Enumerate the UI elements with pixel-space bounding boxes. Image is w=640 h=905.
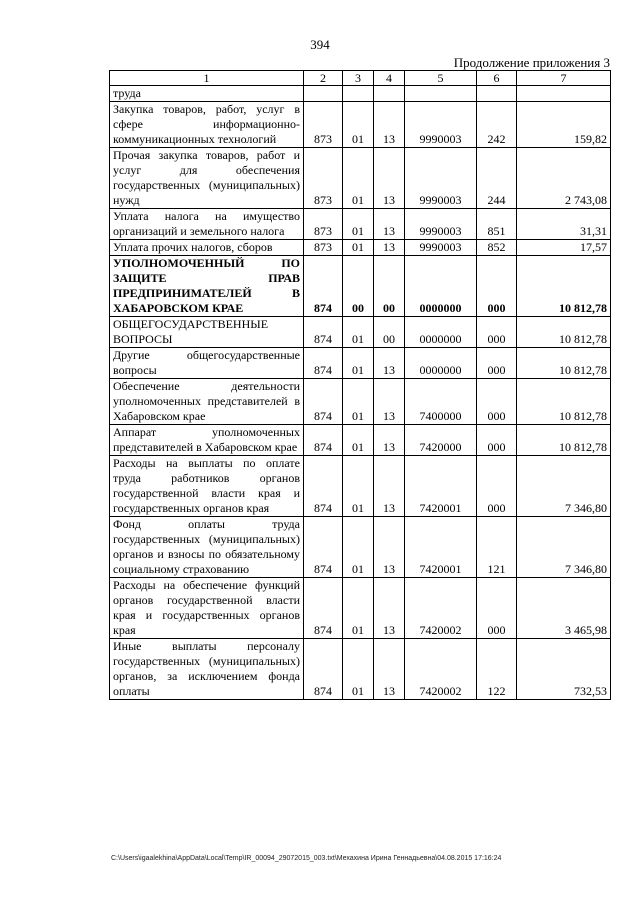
row-cell-c3: 01	[343, 517, 374, 578]
row-name-cell: труда	[110, 86, 304, 102]
row-cell-c7	[517, 86, 611, 102]
row-name-cell: Обеспечение деятельности уполномоченных представителей в Хабаровском крае	[110, 379, 304, 425]
table-body	[110, 86, 611, 700]
table-row	[110, 102, 611, 148]
row-cell-c2: 874	[304, 256, 343, 317]
row-cell-c3	[343, 86, 374, 102]
row-cell-c3: 00	[343, 256, 374, 317]
row-name-cell: УПОЛНОМОЧЕННЫЙ ПО ЗАЩИТЕ ПРАВ ПРЕДПРИНИМАТЕЛЕЙ В ХАБАРОВСКОМ КРАЕ	[110, 256, 304, 317]
row-cell-c3: 01	[343, 425, 374, 456]
row-cell-c4: 13	[374, 102, 405, 148]
row-cell-c6: 000	[477, 425, 517, 456]
row-cell-c4: 00	[374, 317, 405, 348]
row-cell-c4: 13	[374, 148, 405, 209]
row-cell-c7: 3 465,98	[517, 578, 611, 639]
row-cell-c6: 242	[477, 102, 517, 148]
row-cell-c4: 13	[374, 517, 405, 578]
row-cell-c3: 01	[343, 148, 374, 209]
row-cell-c4: 13	[374, 348, 405, 379]
table-row	[110, 256, 611, 317]
row-cell-c2: 874	[304, 578, 343, 639]
column-header-6: 6	[477, 71, 517, 86]
row-name-cell: Уплата налога на имущество организаций и земельного налога	[110, 209, 304, 240]
row-cell-c4: 13	[374, 639, 405, 700]
row-cell-c6: 000	[477, 317, 517, 348]
row-cell-c4	[374, 86, 405, 102]
row-cell-c6: 000	[477, 256, 517, 317]
column-header-4: 4	[374, 71, 405, 86]
row-cell-c5: 0000000	[405, 256, 477, 317]
row-cell-c5: 7420001	[405, 517, 477, 578]
row-cell-c7: 7 346,80	[517, 517, 611, 578]
row-cell-c6: 000	[477, 379, 517, 425]
row-cell-c6: 000	[477, 456, 517, 517]
row-cell-c6: 244	[477, 148, 517, 209]
row-cell-c5: 9990003	[405, 148, 477, 209]
row-cell-c3: 01	[343, 102, 374, 148]
row-cell-c7: 10 812,78	[517, 317, 611, 348]
row-cell-c2: 873	[304, 148, 343, 209]
row-cell-c7: 31,31	[517, 209, 611, 240]
row-cell-c3: 01	[343, 456, 374, 517]
table-row	[110, 348, 611, 379]
row-cell-c5: 7420002	[405, 578, 477, 639]
table-row	[110, 456, 611, 517]
table-row	[110, 317, 611, 348]
column-header-7: 7	[517, 71, 611, 86]
budget-table	[109, 70, 611, 700]
row-cell-c5: 9990003	[405, 102, 477, 148]
row-cell-c2: 874	[304, 456, 343, 517]
row-cell-c6: 852	[477, 240, 517, 256]
row-cell-c7: 10 812,78	[517, 256, 611, 317]
row-name-cell: Другие общегосударственные вопросы	[110, 348, 304, 379]
row-cell-c2: 874	[304, 639, 343, 700]
row-cell-c4: 13	[374, 456, 405, 517]
row-name-cell: Фонд оплаты труда государственных (муниципальных) органов и взносы по обязательному социальному страхованию	[110, 517, 304, 578]
row-name-cell: Аппарат уполномоченных представителей в Хабаровском крае	[110, 425, 304, 456]
column-header-1: 1	[110, 71, 304, 86]
row-cell-c6	[477, 86, 517, 102]
row-cell-c3: 01	[343, 348, 374, 379]
row-cell-c5: 0000000	[405, 348, 477, 379]
row-cell-c5: 7400000	[405, 379, 477, 425]
row-cell-c6: 121	[477, 517, 517, 578]
row-name-cell: Иные выплаты персоналу государственных (муниципальных) органов, за исключением фонда оплаты	[110, 639, 304, 700]
row-cell-c3: 01	[343, 209, 374, 240]
row-cell-c6: 000	[477, 348, 517, 379]
row-cell-c7: 17,57	[517, 240, 611, 256]
table-row	[110, 639, 611, 700]
row-cell-c3: 01	[343, 379, 374, 425]
row-cell-c4: 00	[374, 256, 405, 317]
row-cell-c4: 13	[374, 425, 405, 456]
column-header-5: 5	[405, 71, 477, 86]
row-cell-c2: 873	[304, 209, 343, 240]
row-cell-c5: 0000000	[405, 317, 477, 348]
row-cell-c3: 01	[343, 240, 374, 256]
row-cell-c2: 874	[304, 425, 343, 456]
row-cell-c7: 2 743,08	[517, 148, 611, 209]
column-header-3: 3	[343, 71, 374, 86]
row-cell-c7: 159,82	[517, 102, 611, 148]
table-row	[110, 240, 611, 256]
row-name-cell: Уплата прочих налогов, сборов	[110, 240, 304, 256]
row-cell-c2: 874	[304, 517, 343, 578]
row-cell-c3: 01	[343, 317, 374, 348]
table-row	[110, 379, 611, 425]
row-name-cell: Прочая закупка товаров, работ и услуг для обеспечения государственных (муниципальных) нужд	[110, 148, 304, 209]
table-row	[110, 209, 611, 240]
row-cell-c4: 13	[374, 209, 405, 240]
row-cell-c2	[304, 86, 343, 102]
row-cell-c4: 13	[374, 578, 405, 639]
row-cell-c7: 10 812,78	[517, 425, 611, 456]
table-row	[110, 578, 611, 639]
row-cell-c5: 9990003	[405, 209, 477, 240]
row-cell-c2: 874	[304, 348, 343, 379]
row-cell-c7: 732,53	[517, 639, 611, 700]
header-row	[110, 71, 611, 86]
row-name-cell: ОБЩЕГОСУДАРСТВЕННЫЕ ВОПРОСЫ	[110, 317, 304, 348]
row-cell-c6: 000	[477, 578, 517, 639]
row-cell-c2: 873	[304, 240, 343, 256]
row-cell-c5: 9990003	[405, 240, 477, 256]
table-row	[110, 425, 611, 456]
row-cell-c5: 7420000	[405, 425, 477, 456]
row-cell-c7: 10 812,78	[517, 348, 611, 379]
table-row	[110, 86, 611, 102]
row-cell-c3: 01	[343, 639, 374, 700]
row-cell-c6: 851	[477, 209, 517, 240]
column-header-2: 2	[304, 71, 343, 86]
continuation-label: Продолжение приложения 3	[453, 55, 610, 70]
row-cell-c6: 122	[477, 639, 517, 700]
row-cell-c5: 7420002	[405, 639, 477, 700]
row-cell-c2: 874	[304, 317, 343, 348]
row-cell-c5	[405, 86, 477, 102]
row-cell-c3: 01	[343, 578, 374, 639]
row-name-cell: Закупка товаров, работ, услуг в сфере информационно-коммуникационных технологий	[110, 102, 304, 148]
row-cell-c2: 874	[304, 379, 343, 425]
table-row	[110, 148, 611, 209]
row-cell-c7: 7 346,80	[517, 456, 611, 517]
file-path-footer: C:\Users\igaalekhina\AppData\Local\Temp\IR_00094_29072015_003.txt\Мехахина Ирина Геннадьевна\04.08.2015 17:16:24	[111, 855, 502, 862]
table-row	[110, 517, 611, 578]
row-cell-c4: 13	[374, 240, 405, 256]
row-name-cell: Расходы на обеспечение функций органов государственной власти края и государственных органов края	[110, 578, 304, 639]
row-cell-c7: 10 812,78	[517, 379, 611, 425]
row-cell-c4: 13	[374, 379, 405, 425]
row-cell-c2: 873	[304, 102, 343, 148]
page-number: 394	[310, 37, 330, 52]
row-name-cell: Расходы на выплаты по оплате труда работников органов государственной власти края и государственных органов края	[110, 456, 304, 517]
row-cell-c5: 7420001	[405, 456, 477, 517]
